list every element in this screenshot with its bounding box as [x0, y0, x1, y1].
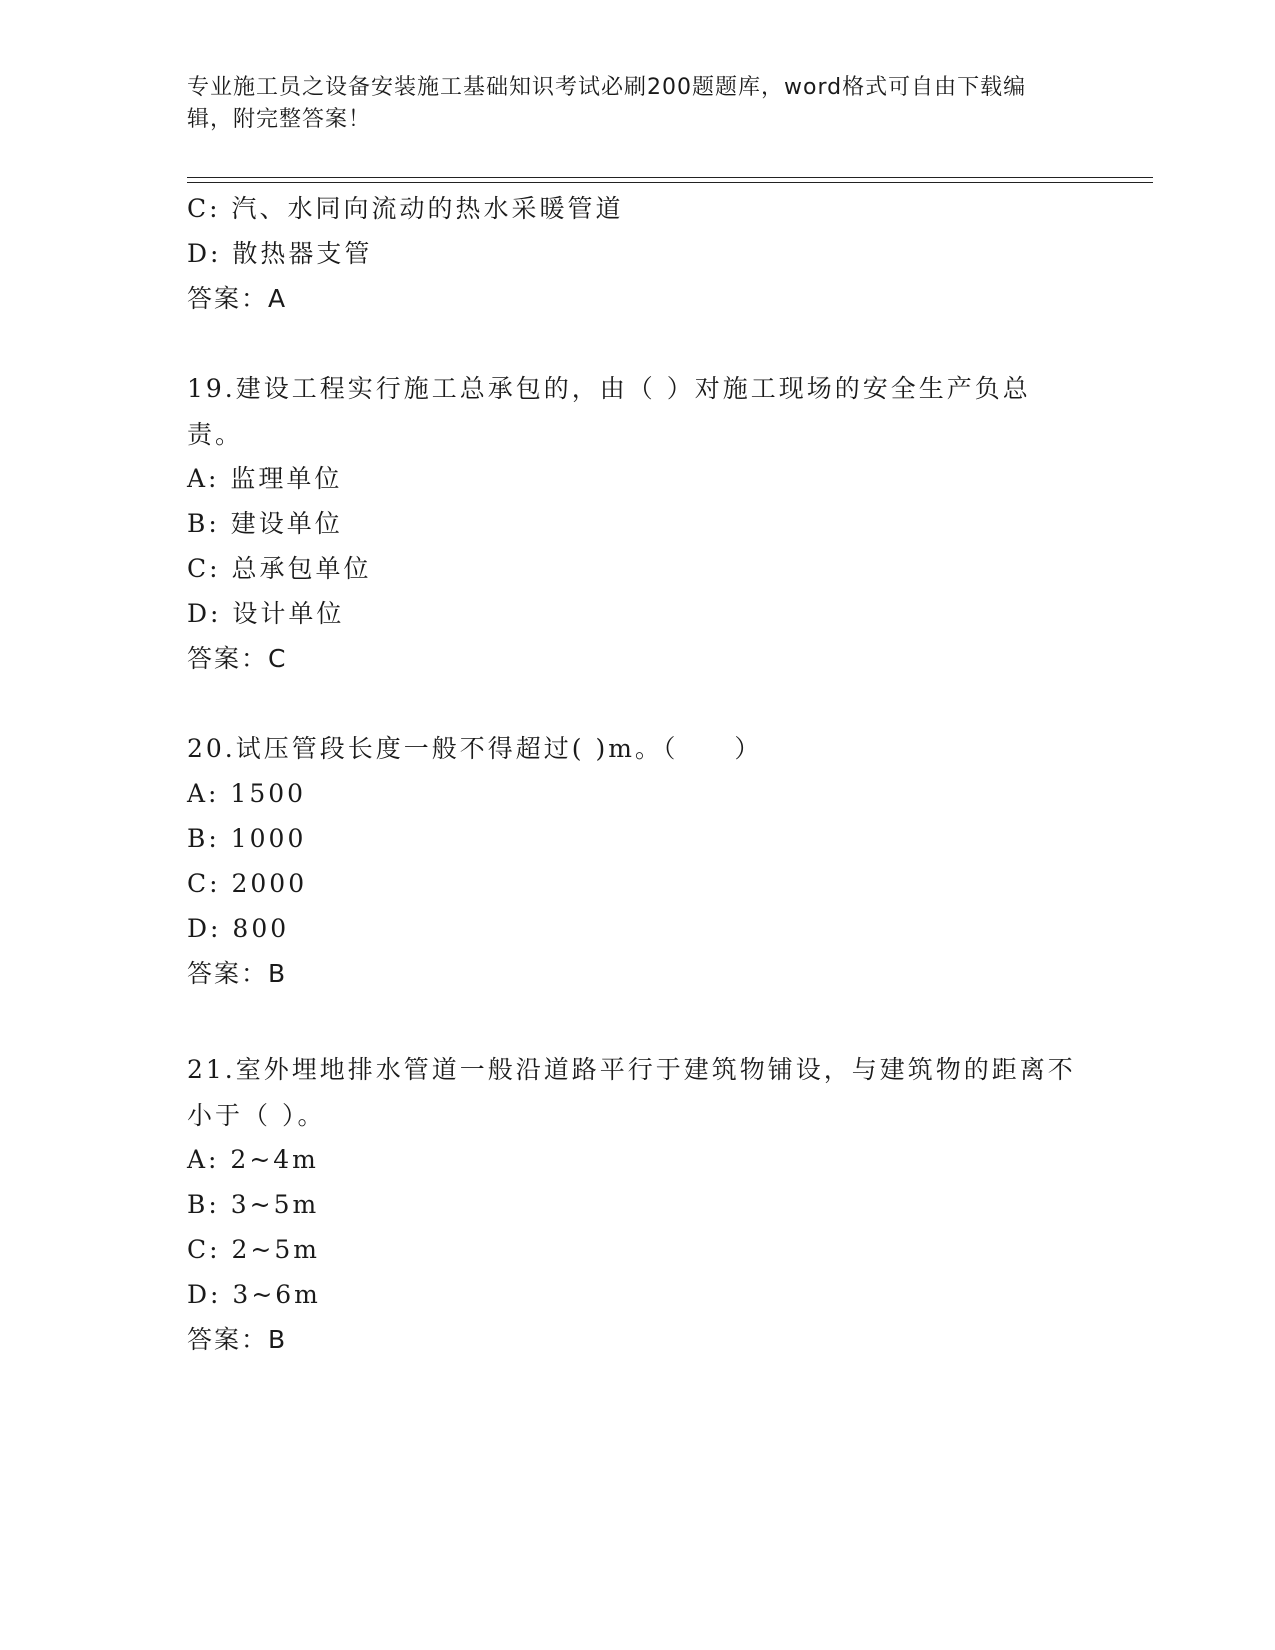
- page-header: 专业施工员之设备安装施工基础知识考试必刷200题题库，word格式可自由下载编辑，附完整答案！: [187, 75, 1027, 132]
- question-stem: 20.试压管段长度一般不得超过( )m。（ ）: [187, 734, 763, 763]
- option-d: D: 设计单位: [187, 599, 345, 628]
- option-d: D: 3~6m: [187, 1280, 321, 1309]
- answer: 答案：B: [187, 959, 288, 988]
- option-b: B: 建设单位: [187, 509, 343, 538]
- option-c: C: 总承包单位: [187, 554, 372, 583]
- option-c: C: 汽、水同向流动的热水采暖管道: [187, 194, 624, 223]
- option-b: B: 1000: [187, 824, 307, 853]
- option-a: A: 2~4m: [187, 1145, 319, 1174]
- option-d: D: 800: [187, 914, 290, 943]
- header-rule-bottom: [187, 182, 1153, 183]
- answer: 答案：A: [187, 284, 288, 313]
- option-c: C: 2~5m: [187, 1235, 320, 1264]
- option-a: A: 监理单位: [187, 464, 343, 493]
- header-rule-top: [187, 177, 1153, 178]
- option-d: D: 散热器支管: [187, 239, 373, 268]
- option-a: A: 1500: [187, 779, 307, 808]
- question-stem: 19.建设工程实行施工总承包的，由（ ）对施工现场的安全生产负总责。: [187, 374, 1031, 449]
- option-c: C: 2000: [187, 869, 308, 898]
- answer: 答案：C: [187, 644, 288, 673]
- question-stem: 21.室外埋地排水管道一般沿道路平行于建筑物铺设，与建筑物的距离不小于（ ）。: [187, 1055, 1076, 1130]
- answer: 答案：B: [187, 1325, 288, 1354]
- option-b: B: 3~5m: [187, 1190, 320, 1219]
